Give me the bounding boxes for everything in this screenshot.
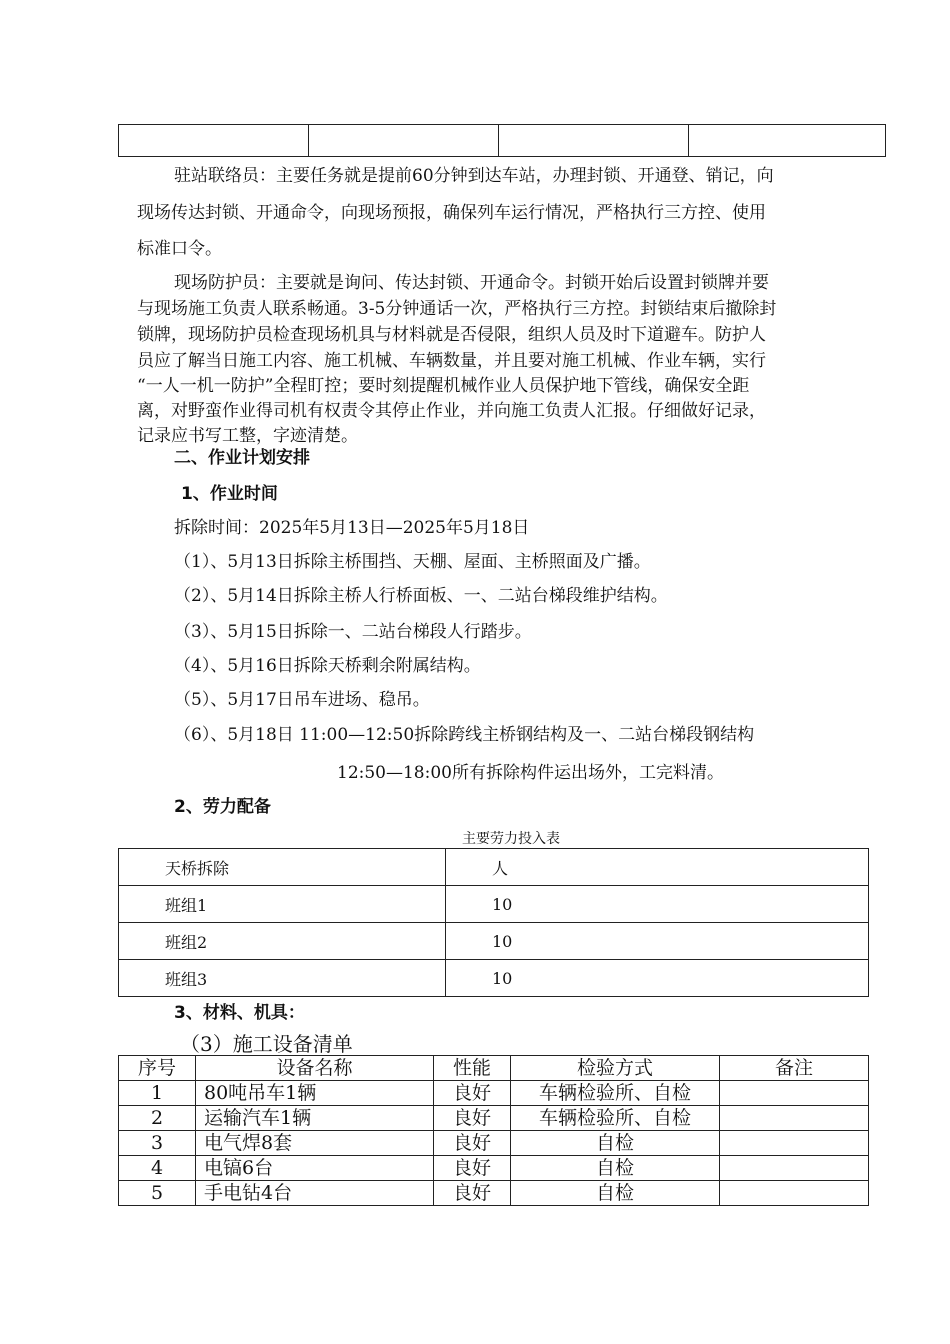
table-cell: 5 <box>119 1181 196 1206</box>
table-cell: 自检 <box>511 1181 720 1206</box>
list-item: （5）、5月17日吊车进场、稳吊。 <box>174 690 430 710</box>
subsection-title: 1、作业时间 <box>181 484 278 504</box>
paragraph-line: 现场传达封锁、开通命令，向现场预报，确保列车运行情况，严格执行三方控、使用 <box>137 203 766 223</box>
table-cell <box>720 1081 869 1106</box>
header-cell: 性能 <box>434 1056 511 1081</box>
header-cell: 序号 <box>119 1056 196 1081</box>
table-cell: 自检 <box>511 1156 720 1181</box>
table-cell: 良好 <box>434 1106 511 1131</box>
paragraph-line: 记录应书写工整，字迹清楚。 <box>137 426 358 446</box>
header-cell: 设备名称 <box>196 1056 434 1081</box>
paragraph-line: “一人一机一防护”全程盯控；要时刻提醒机械作业人员保护地下管线，确保安全距 <box>137 376 750 396</box>
table-cell <box>119 125 309 157</box>
table-cell: 自检 <box>511 1131 720 1156</box>
header-cell: 备注 <box>720 1056 869 1081</box>
list-item: （3）、5月15日拆除一、二站台梯段人行踏步。 <box>174 622 532 642</box>
table-cell: 班组3 <box>119 960 446 997</box>
paragraph-line: 标准口令。 <box>137 239 222 259</box>
equipment-table <box>118 1055 869 1206</box>
table-row <box>119 1081 869 1106</box>
table-row <box>119 886 869 923</box>
table-cell: 80吨吊车1辆 <box>196 1081 434 1106</box>
table-cell: 良好 <box>434 1081 511 1106</box>
table-cell: 电气焊8套 <box>196 1131 434 1156</box>
table-row <box>119 1181 869 1206</box>
list-item: （2）、5月14日拆除主桥人行桥面板、一、二站台梯段维护结构。 <box>174 586 668 606</box>
list-item: （6）、5月18日 11:00—12:50拆除跨线主桥钢结构及一、二站台梯段钢结构 <box>174 725 755 745</box>
table-cell <box>720 1131 869 1156</box>
table-cell: 车辆检验所、自检 <box>511 1106 720 1131</box>
table-cell: 2 <box>119 1106 196 1131</box>
header-cell: 人 <box>446 849 869 886</box>
table-row <box>119 1106 869 1131</box>
table-cell <box>309 125 499 157</box>
paragraph-line: 员应了解当日施工内容、施工机械、车辆数量，并且要对施工机械、作业车辆，实行 <box>137 351 766 371</box>
table-row <box>119 923 869 960</box>
table-header-row <box>119 1056 869 1081</box>
table-row <box>119 960 869 997</box>
table-cell: 电镐6台 <box>196 1156 434 1181</box>
table-cell: 1 <box>119 1081 196 1106</box>
table-row <box>119 1131 869 1156</box>
table-cell: 10 <box>446 960 869 997</box>
table-cell: 手电钻4台 <box>196 1181 434 1206</box>
table-cell: 良好 <box>434 1181 511 1206</box>
table-cell: 良好 <box>434 1131 511 1156</box>
labor-table <box>118 848 869 997</box>
paragraph-line: 离，对野蛮作业得司机有权责令其停止作业，并向施工负责人汇报。仔细做好记录， <box>137 401 766 421</box>
table-cell: 车辆检验所、自检 <box>511 1081 720 1106</box>
table-cell: 4 <box>119 1156 196 1181</box>
subsection-title: 3、材料、机具： <box>174 1003 305 1023</box>
subsection-title: 2、劳力配备 <box>174 797 271 817</box>
table-caption: （3）施工设备清单 <box>180 1032 353 1056</box>
section-title: 二、作业计划安排 <box>174 448 310 468</box>
header-cell: 天桥拆除 <box>119 849 446 886</box>
table-cell: 10 <box>446 886 869 923</box>
table-cell <box>689 125 886 157</box>
table-cell <box>499 125 689 157</box>
table-row <box>119 1156 869 1181</box>
table-cell: 10 <box>446 923 869 960</box>
table-cell: 运输汽车1辆 <box>196 1106 434 1131</box>
paragraph-line: 驻站联络员：主要任务就是提前60分钟到达车站，办理封锁、开通登、销记，向 <box>174 166 774 186</box>
table-row <box>119 125 886 157</box>
table-header-row <box>119 849 869 886</box>
table-caption: 主要劳力投入表 <box>462 831 560 847</box>
table-cell: 良好 <box>434 1156 511 1181</box>
table-cell <box>720 1156 869 1181</box>
table-cell <box>720 1106 869 1131</box>
paragraph-line: 与现场施工负责人联系畅通。3-5分钟通话一次，严格执行三方控。封锁结束后撤除封 <box>137 299 777 319</box>
paragraph-line: 现场防护员：主要就是询问、传达封锁、开通命令。封锁开始后设置封锁牌并要 <box>174 273 769 293</box>
header-cell: 检验方式 <box>511 1056 720 1081</box>
table-cell: 班组2 <box>119 923 446 960</box>
table-cell: 班组1 <box>119 886 446 923</box>
list-item: （1）、5月13日拆除主桥围挡、天棚、屋面、主桥照面及广播。 <box>174 552 651 572</box>
demolition-time: 拆除时间：2025年5月13日—2025年5月18日 <box>174 518 530 538</box>
top-empty-table <box>118 124 886 157</box>
paragraph-line: 锁牌，现场防护员检查现场机具与材料就是否侵限，组织人员及时下道避车。防护人 <box>137 325 766 345</box>
table-cell <box>720 1181 869 1206</box>
list-item-continuation: 12:50—18:00所有拆除构件运出场外，工完料清。 <box>337 763 724 783</box>
list-item: （4）、5月16日拆除天桥剩余附属结构。 <box>174 656 481 676</box>
table-cell: 3 <box>119 1131 196 1156</box>
